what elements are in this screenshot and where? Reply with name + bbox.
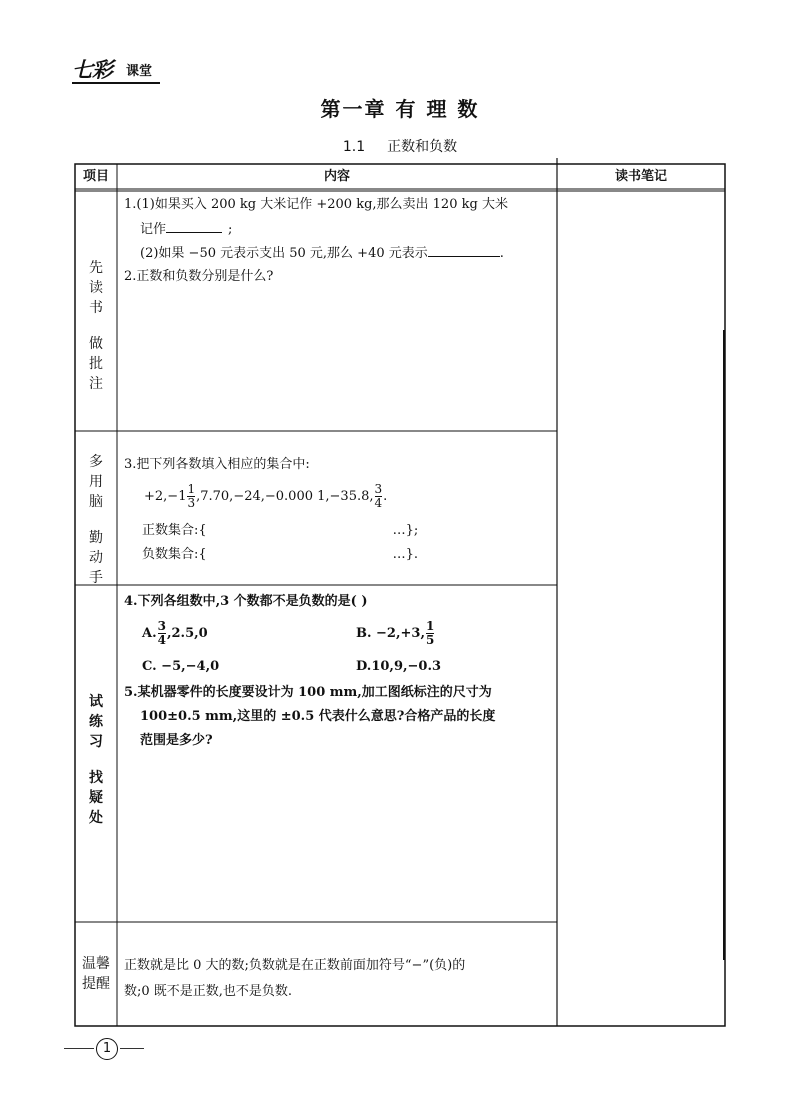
logo-suffix: 课堂 — [126, 64, 153, 79]
question-1-line-1: 1.(1)如果买入 200 kg 大米记作 +200 kg,那么卖出 120 kg 大米 — [124, 197, 508, 212]
fraction-three-quarters: $\frac{3}{4}$ — [374, 482, 383, 510]
side-label-practice: 试 练 习 找 疑 处 — [89, 694, 103, 826]
question-1-line-3: (2)如果 −50 元表示支出 50 元,那么 +40 元表示 . — [140, 242, 504, 265]
header-content: 内容 — [323, 169, 350, 184]
tip-line-1: 正数就是比 0 大的数;负数就是在正数前面加符号“−”(负)的 — [124, 958, 466, 973]
section-number: 1.1 — [342, 139, 366, 155]
section-name: 正数和负数 — [387, 139, 458, 155]
option-c[interactable]: C. −5,−4,0 — [142, 659, 220, 674]
question-2: 2.正数和负数分别是什么? — [124, 269, 274, 284]
option-d[interactable]: D.10,9,−0.3 — [356, 659, 442, 674]
chapter-title: 第一章 有 理 数 — [320, 97, 480, 121]
answer-blank-2[interactable] — [428, 242, 500, 257]
negative-set[interactable]: 负数集合:{ …}. — [142, 547, 419, 562]
side-label-tip: 温馨 提醒 — [82, 956, 110, 992]
answer-blank-1[interactable] — [166, 218, 222, 233]
side-label-preread: 先 读 书 做 批 注 — [89, 260, 103, 392]
fraction-one-third: $\frac{1}{3}$ — [187, 482, 196, 510]
number-list: +2,−1 $\frac{1}{3}$ ,7.70,−24,−0.000 1,−35.8, $\frac{3}{4}$ . — [144, 482, 388, 510]
page-number — [64, 1038, 144, 1060]
question-4: 4.下列各组数中,3 个数都不是负数的是( ) — [124, 594, 368, 609]
question-5-line-3: 范围是多少? — [140, 733, 213, 748]
option-b[interactable]: B. −2,+3, $\frac{1}{5}$ — [356, 619, 435, 647]
side-label-think: 多 用 脑 勤 动 手 — [89, 454, 103, 586]
question-5-line-1: 5.某机器零件的长度要设计为 100 mm,加工图纸标注的尺寸为 — [124, 685, 492, 700]
question-5-line-2: 100±0.5 mm,这里的 ±0.5 代表什么意思?合格产品的长度 — [140, 709, 496, 724]
tip-line-2: 数;0 既不是正数,也不是负数. — [124, 984, 293, 999]
page-number-value: 1 — [96, 1038, 118, 1060]
positive-set[interactable]: 正数集合:{ …}; — [142, 523, 419, 538]
question-1-line-2: 记作 ; — [140, 218, 232, 241]
logo-script: 七彩 — [72, 57, 112, 82]
header-item: 项目 — [82, 169, 109, 184]
option-a[interactable]: A. $\frac{3}{4}$ ,2.5,0 — [142, 619, 208, 647]
header-notes: 读书笔记 — [614, 169, 667, 184]
question-3: 3.把下列各数填入相应的集合中: — [124, 457, 310, 472]
